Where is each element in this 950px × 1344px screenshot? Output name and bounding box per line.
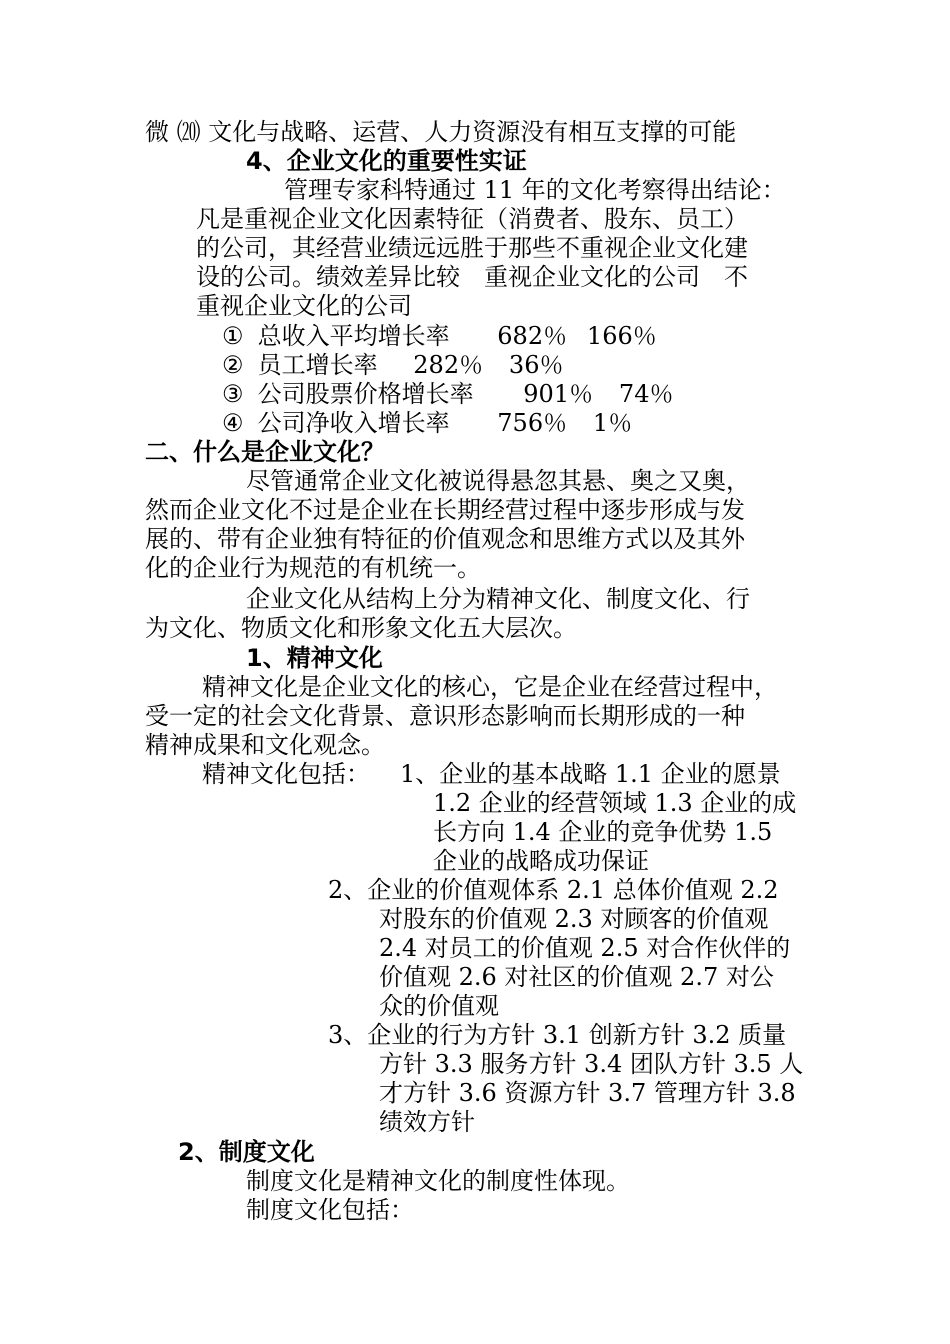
- text-line: 企业的战略成功保证: [433, 847, 649, 875]
- text-line: 制度文化包括：: [246, 1196, 414, 1224]
- stat-value-a: 682％: [497, 322, 568, 350]
- text-line: 2.4 对员工的价值观 2.5 对合作伙伴的: [379, 934, 791, 962]
- text-line: 绩效方针: [379, 1108, 475, 1136]
- subheading-jingshen: 1、精神文化: [246, 644, 383, 672]
- text-line: 精神文化是企业文化的核心，它是企业在经营过程中，: [202, 673, 778, 701]
- stat-label: 公司净收入增长率: [257, 409, 450, 437]
- stat-row: [222, 380, 673, 409]
- list-item: 3、企业的行为方针 3.1 创新方针 3.2 质量: [328, 1021, 787, 1049]
- stat-number: ①: [222, 322, 244, 350]
- text-line: 1.2 企业的经营领域 1.3 企业的成: [433, 789, 797, 817]
- text-line: 长方向 1.4 企业的竞争优势 1.5: [433, 818, 773, 846]
- stat-row: [222, 409, 632, 438]
- includes-label: 精神文化包括：: [202, 760, 370, 788]
- text-line: 受一定的社会文化背景、意识形态影响而长期形成的一种: [145, 702, 745, 730]
- text-line: 方针 3.3 服务方针 3.4 团队方针 3.5 人: [379, 1050, 804, 1078]
- text-line: 展的、带有企业独有特征的价值观念和思维方式以及其外: [145, 525, 745, 553]
- text-line: 对股东的价值观 2.3 对顾客的价值观: [379, 905, 769, 933]
- subheading-zhidu: 2、制度文化: [178, 1138, 315, 1166]
- text-line: 设的公司。绩效差异比较 重视企业文化的公司 不: [196, 263, 748, 291]
- stat-label: 员工增长率: [257, 351, 378, 379]
- stat-value-b: 166％: [586, 322, 657, 350]
- text-line: 众的价值观: [379, 992, 499, 1020]
- list-item: 2、企业的价值观体系 2.1 总体价值观 2.2: [328, 876, 779, 904]
- text-line: 尽管通常企业文化被说得悬忽其悬、奥之又奥，: [246, 467, 750, 495]
- stat-value-a: 901％: [523, 380, 594, 408]
- stat-label: 公司股票价格增长率: [257, 380, 474, 408]
- list-item: 1、企业的基本战略 1.1 企业的愿景: [400, 760, 781, 788]
- text-line: 管理专家科特通过 11 年的文化考察得出结论：: [284, 176, 786, 204]
- stat-value-b: 1％: [592, 409, 633, 437]
- text-line: 才方针 3.6 资源方针 3.7 管理方针 3.8: [379, 1079, 796, 1107]
- text-line: 的公司，其经营业绩远远胜于那些不重视企业文化建: [196, 234, 748, 262]
- stat-row: [222, 351, 563, 380]
- text-line: 化的企业行为规范的有机统一。: [145, 554, 481, 582]
- text-line: 价值观 2.6 对社区的价值观 2.7 对公: [379, 963, 774, 991]
- section-heading-2: 二、什么是企业文化？: [145, 438, 385, 466]
- stat-value-a: 282％: [413, 351, 484, 379]
- text-line: 微 ⒇ 文化与战略、运营、人力资源没有相互支撑的可能: [145, 118, 737, 146]
- text-line: 凡是重视企业文化因素特征（消费者、股东、员工）: [196, 205, 748, 233]
- stat-label: 总收入平均增长率: [257, 322, 450, 350]
- text-line: 为文化、物质文化和形象文化五大层次。: [145, 614, 577, 642]
- text-line: 精神成果和文化观念。: [145, 731, 385, 759]
- text-line: 企业文化从结构上分为精神文化、制度文化、行: [246, 585, 750, 613]
- stat-number: ④: [222, 409, 244, 437]
- stat-number: ③: [222, 380, 244, 408]
- section-heading-4: 4、企业文化的重要性实证: [246, 147, 527, 175]
- stat-number: ②: [222, 351, 244, 379]
- stat-value-b: 74％: [618, 380, 674, 408]
- stat-value-a: 756％: [497, 409, 568, 437]
- text-line: 然而企业文化不过是企业在长期经营过程中逐步形成与发: [145, 496, 745, 524]
- stat-value-b: 36％: [508, 351, 564, 379]
- text-line: 重视企业文化的公司: [196, 292, 412, 320]
- text-line: 制度文化是精神文化的制度性体现。: [246, 1167, 630, 1195]
- stat-row: [222, 322, 657, 351]
